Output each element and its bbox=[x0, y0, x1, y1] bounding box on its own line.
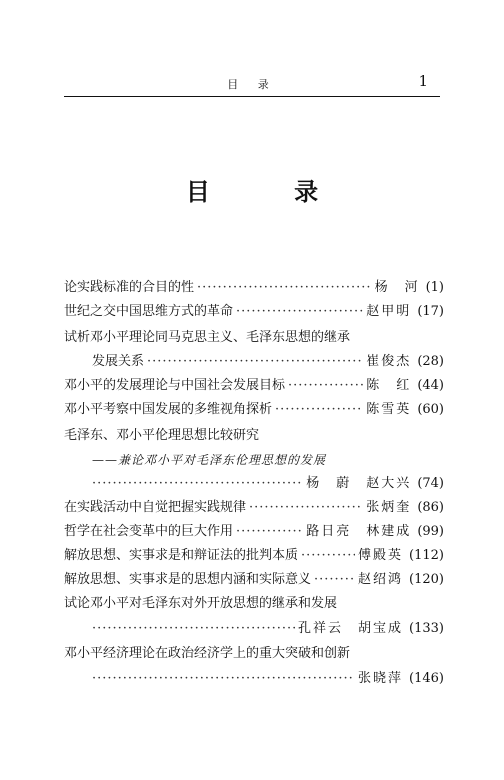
toc-entry bbox=[64, 499, 444, 517]
toc-entry-title: 发展关系 bbox=[92, 354, 145, 369]
toc-entry bbox=[64, 547, 444, 565]
toc-entry-page: (28) bbox=[417, 354, 444, 369]
page-title: 目 录 bbox=[185, 177, 357, 206]
toc-entry-page: (60) bbox=[417, 402, 444, 417]
toc-leader bbox=[314, 571, 355, 589]
running-header-page-number: 1 bbox=[418, 72, 428, 90]
toc-entry bbox=[64, 377, 444, 395]
toc-entry bbox=[64, 523, 444, 541]
toc-entry bbox=[92, 353, 444, 371]
toc-entry-page: (146) bbox=[409, 671, 444, 686]
toc-leader bbox=[92, 670, 355, 688]
toc-entry-page: (120) bbox=[409, 572, 444, 587]
toc-entry bbox=[64, 279, 444, 297]
toc-entry-page: (112) bbox=[409, 548, 444, 563]
running-header-title: 目 录 bbox=[227, 78, 277, 91]
toc-entry-author: 张炳奎 bbox=[366, 500, 412, 515]
running-header bbox=[64, 72, 440, 97]
toc-entry-title-line1: 毛泽东、邓小平伦理思想比较研究 bbox=[64, 428, 260, 443]
toc-entry-page: (86) bbox=[417, 500, 444, 515]
toc-leader bbox=[92, 475, 303, 493]
toc-entry-page: (17) bbox=[417, 304, 444, 319]
toc-entry-author: 陈雪英 bbox=[366, 402, 412, 417]
toc-entry bbox=[92, 475, 444, 493]
toc-entry-title: 世纪之交中国思维方式的革命 bbox=[64, 304, 234, 319]
toc-entry-author: 崔俊杰 bbox=[366, 354, 412, 369]
toc-entry-author: 杨 河 bbox=[374, 280, 420, 295]
toc-leader bbox=[301, 547, 355, 565]
toc-leader bbox=[92, 620, 295, 638]
toc-entry-page: (99) bbox=[417, 524, 444, 539]
toc-entry bbox=[64, 303, 444, 321]
toc-entry bbox=[92, 620, 444, 638]
toc-entry-subtitle: ——兼论邓小平对毛泽东伦理思想的发展 bbox=[92, 453, 327, 467]
toc-entry-title: 解放思想、实事求是的思想内涵和实际意义 bbox=[64, 572, 312, 587]
toc-entry-title: 在实践活动中自觉把握实践规律 bbox=[64, 500, 247, 515]
toc-entry-title-line1: 邓小平经济理论在政治经济学上的重大突破和创新 bbox=[64, 646, 351, 661]
toc-entry-title-line1: 试论邓小平对毛泽东对外开放思想的继承和发展 bbox=[64, 596, 338, 611]
toc-leader bbox=[288, 377, 363, 395]
toc-entry bbox=[64, 571, 444, 589]
toc-entry-author: 路日亮 林建成 bbox=[306, 524, 412, 539]
toc-entry-page: (133) bbox=[409, 621, 444, 636]
toc-entry-author: 张晓萍 bbox=[358, 671, 404, 686]
toc-entry-page: (44) bbox=[417, 378, 444, 393]
toc-entry-title: 邓小平考察中国发展的多维视角探析 bbox=[64, 402, 273, 417]
toc-entry bbox=[64, 401, 444, 419]
toc-entry bbox=[92, 670, 444, 688]
toc-entry-author: 赵甲明 bbox=[366, 304, 412, 319]
toc-entry-title: 邓小平的发展理论与中国社会发展目标 bbox=[64, 378, 286, 393]
toc-leader bbox=[249, 499, 363, 517]
toc-entry-page: (74) bbox=[417, 476, 444, 491]
toc-entry-page: (1) bbox=[425, 280, 444, 295]
toc-entry-author: 傅殿英 bbox=[358, 548, 404, 563]
toc-entry-author: 赵绍鸿 bbox=[358, 572, 404, 587]
toc-leader bbox=[236, 523, 303, 541]
toc-leader bbox=[275, 401, 363, 419]
toc-entry-title: 解放思想、实事求是和辩证法的批判本质 bbox=[64, 548, 299, 563]
toc-leader bbox=[197, 279, 372, 297]
toc-leader bbox=[236, 303, 363, 321]
toc-entry-title-line1: 试析邓小平理论同马克思主义、毛泽东思想的继承 bbox=[64, 330, 351, 345]
toc-entry-author: 杨 蔚 赵大兴 bbox=[306, 476, 412, 491]
toc-entry-author: 陈 红 bbox=[366, 378, 412, 393]
toc-entry-title: 论实践标准的合目的性 bbox=[64, 280, 195, 295]
toc-entry-title: 哲学在社会变革中的巨大作用 bbox=[64, 524, 234, 539]
toc-entry-author: 孔祥云 胡宝成 bbox=[298, 621, 404, 636]
toc-leader bbox=[147, 353, 363, 371]
